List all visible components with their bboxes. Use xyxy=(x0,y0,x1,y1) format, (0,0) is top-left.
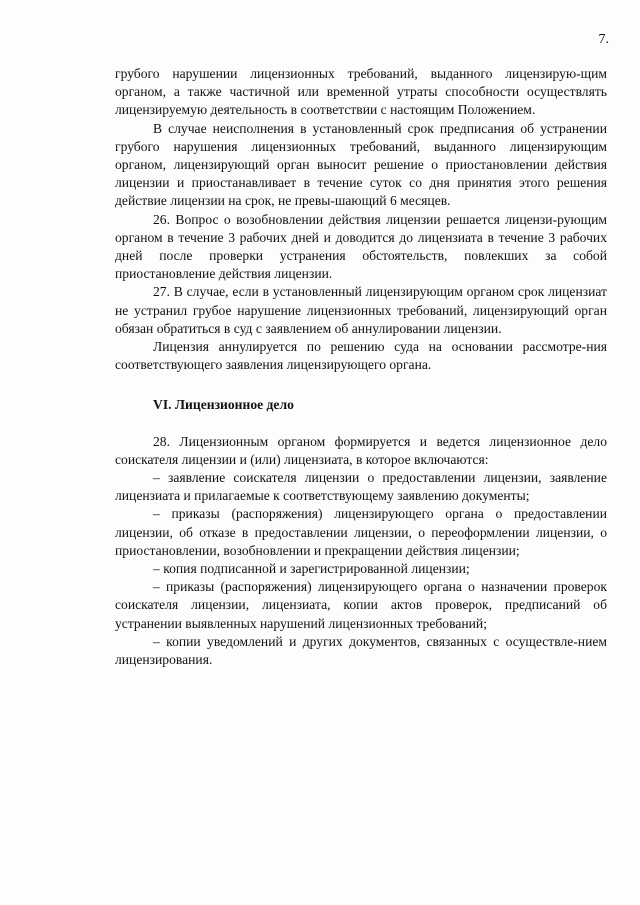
paragraph-item-28: 28. Лицензионным органом формируется и ведется лицензионное дело соискателя лицензии и (или) лицензиата, в которое включаются: xyxy=(115,433,607,467)
list-item-inspections: – приказы (распоряжения) лицензирующего органа о назначении проверок соискателя лицензии, лицензиата, копии актов проверок, предписаний об устранении выявленных нарушений лицензионных требований; xyxy=(115,579,607,631)
document-body xyxy=(115,65,607,669)
paragraph-continuation: грубого нарушении лицензионных требований, выданного лицензирую-щим органом, а также частичной или временной утраты способности осуществлять лицензируемую деятельность в соответствии с настоящим Положением. xyxy=(115,66,607,118)
list-item-orders: – приказы (распоряжения) лицензирующего органа о предоставлении лицензии, об отказе в предоставлении лицензии, о переоформлении лицензии, о приостановлении, возобновлении и прекращении действия лицензии; xyxy=(115,506,607,558)
paragraph-item-27: 27. В случае, если в установленный лицензирующим органом срок лицензиат не устранил грубое нарушение лицензионных требований, лицензирующий орган обязан обратиться в суд с заявлением об аннулировании лицензии. xyxy=(115,284,607,336)
list-item-notifications: – копии уведомлений и других документов, связанных с осуществле-нием лицензирования. xyxy=(115,633,607,668)
list-item-application: – заявление соискателя лицензии о предоставлении лицензии, заявление лицензиата и прилагаемые к соответствующему заявлению документы; xyxy=(115,470,607,504)
section-heading: VI. Лицензионное дело xyxy=(153,397,294,413)
page-number: 7. xyxy=(598,32,609,47)
list-item-license-copy: – копия подписанной и зарегистрированной лицензии; xyxy=(153,561,470,577)
paragraph-annulment: Лицензия аннулируется по решению суда на основании рассмотре-ния соответствующего заявления лицензирующего органа. xyxy=(115,339,607,373)
paragraph-item-26: 26. Вопрос о возобновлении действия лицензии решается лицензи-рующим органом в течение 3 рабочих дней и доводится до лицензиата в течение 3 рабочих дней после проверки устранения обстоятельств, повлекших за собой приостановление действия лицензии. xyxy=(115,211,607,282)
paragraph-suspension: В случае неисполнения в установленный срок предписания об устранении грубого нарушения лицензионных требований, выданного лицензирующим органом, лицензирующий орган выносит решение о приостановлении действия лицензии и приостанавливает в течение суток со дня принятия этого решения действие лицензии на срок, не превы-шающий 6 месяцев. xyxy=(115,120,607,209)
